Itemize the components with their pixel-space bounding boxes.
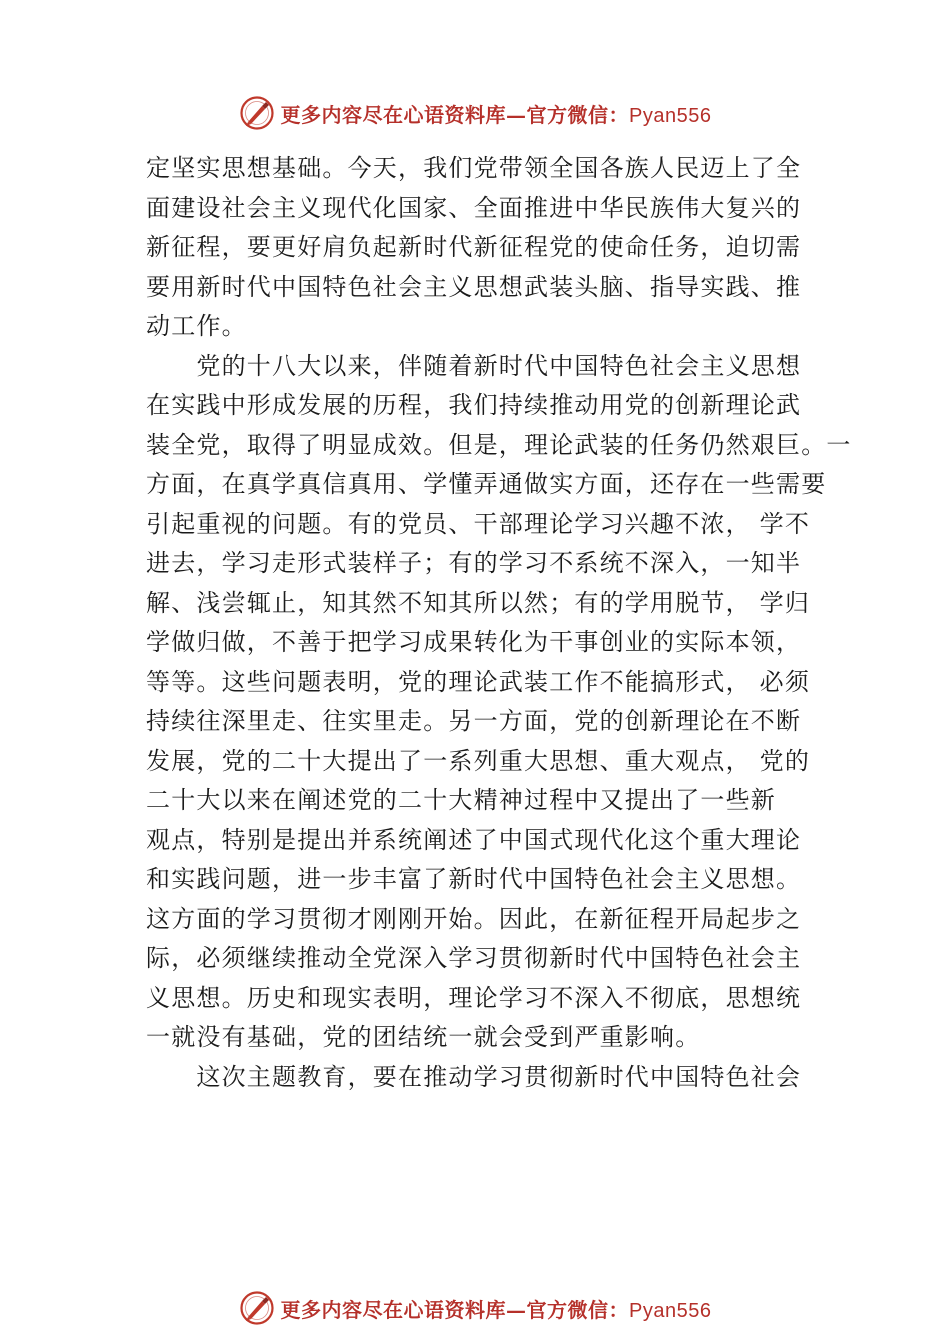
header-banner-text: [281, 99, 712, 128]
text-line: 定坚实思想基础。今天，我们党带领全国各族人民迈上了全: [146, 154, 802, 182]
text-line: 要用新时代中国特色社会主义思想武装头脑、指导实践、推: [146, 272, 802, 301]
footer-banner-text: [281, 1294, 712, 1323]
text-line: 一就没有基础，党的团结统一就会受到严重影响。: [146, 1023, 701, 1051]
text-line: 装全党，取得了明显成效。但是，理论武装的任务仍然艰巨。一: [146, 430, 852, 459]
text-line: 等等。这些问题表明，党的理论武装工作不能搞形式， 必须: [146, 667, 811, 696]
text-line: 际，必须继续推动全党深入学习贯彻新时代中国特色社会主: [146, 944, 802, 972]
text-line: 进去，学习走形式装样子；有的学习不系统不深入，一知半: [146, 549, 802, 577]
header-banner-inner: [239, 95, 712, 131]
text-line: 解、浅尝辄止，知其然不知其所以然；有的学用脱节， 学归: [146, 588, 811, 617]
text-line: 党的十八大以来，伴随着新时代中国特色社会主义思想: [146, 351, 802, 380]
footer-banner-label: 更多内容尽在心语资料库—官方微信：: [280, 1297, 630, 1322]
text-line: 持续往深里走、往实里走。另一方面，党的创新理论在不断: [146, 707, 802, 735]
header-banner-label: 更多内容尽在心语资料库—官方微信：: [280, 102, 630, 127]
document-body: [146, 149, 852, 1097]
text-line: 学做归做，不善于把学习成果转化为干事创业的实际本领，: [146, 628, 802, 656]
text-line: 这方面的学习贯彻才刚刚开始。因此，在新征程开局起步之: [146, 904, 802, 933]
text-line: 这次主题教育，要在推动学习贯彻新时代中国特色社会: [146, 1062, 802, 1091]
footer-banner: [0, 1288, 950, 1328]
text-line: 面建设社会主义现代化国家、全面推进中华民族伟大复兴的: [146, 193, 802, 222]
text-line: 方面，在真学真信真用、学懂弄通做实方面，还存在一些需要: [146, 470, 827, 498]
text-line: 引起重视的问题。有的党员、干部理论学习兴趣不浓， 学不: [146, 509, 811, 538]
text-line: 二十大以来在阐述党的二十大精神过程中又提出了一些新: [146, 786, 776, 814]
header-banner-id: Pyan556: [629, 104, 712, 127]
header-banner: [0, 93, 950, 133]
text-line: 动工作。: [146, 312, 247, 340]
footer-banner-id: Pyan556: [629, 1299, 712, 1322]
footer-banner-inner: [239, 1290, 712, 1326]
text-line: 新征程，要更好肩负起新时代新征程党的使命任务，迫切需: [146, 233, 802, 261]
text-line: 义思想。历史和现实表明，理论学习不深入不彻底，思想统: [146, 983, 802, 1012]
text-line: 发展，党的二十大提出了一系列重大思想、重大观点， 党的: [146, 746, 811, 775]
text-line: 观点，特别是提出并系统阐述了中国式现代化这个重大理论: [146, 825, 802, 854]
text-line: 在实践中形成发展的历程，我们持续推动用党的创新理论武: [146, 391, 802, 419]
pen-nib-logo-icon: [239, 95, 275, 131]
text-line: 和实践问题，进一步丰富了新时代中国特色社会主义思想。: [146, 865, 802, 893]
pen-nib-logo-icon: [239, 1290, 275, 1326]
